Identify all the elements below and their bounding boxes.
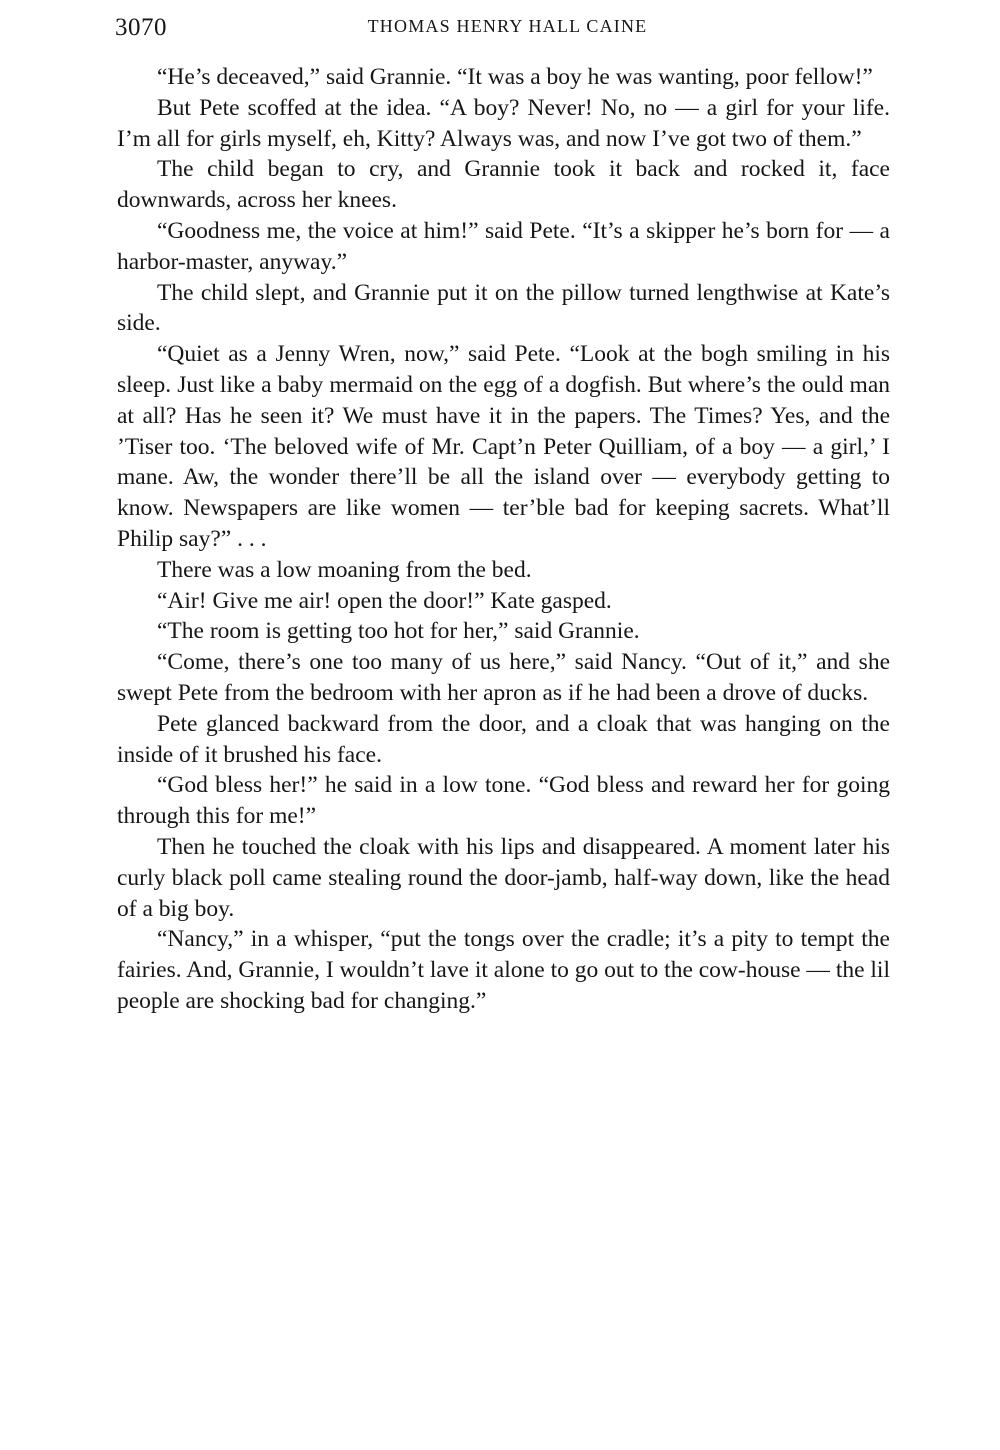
paragraph: “The room is getting too hot for her,” said Grannie. (157, 618, 640, 645)
paragraph: Then he touched the cloak with his lips and disappeared. A moment later his curly black poll came stealing round the door-jamb, half-way down, like the head of a big boy. (117, 833, 890, 922)
paragraph: “Air! Give me air! open the door!” Kate gasped. (157, 587, 612, 614)
paragraph: “Nancy,” in a whisper, “put the tongs over the cradle; it’s a pity to tempt the fairies. And, Grannie, I wouldn’t lave it alone to go out to the cow-house — the lil people are shocking bad for changing.” (117, 926, 890, 1014)
running-title: THOMAS HENRY HALL CAINE (367, 16, 648, 36)
paragraph: But Pete scoffed at the idea. “A boy? Never! No, no — a girl for your life. I’m all for girls myself, eh, Kitty? Always was, and now I’ve got two of them.” (117, 94, 890, 152)
paragraph: “He’s deceaved,” said Grannie. “It was a boy he was wanting, poor fellow!” (157, 64, 873, 90)
paragraph: Pete glanced backward from the door, and a cloak that was hanging on the inside of it brushed his face. (117, 710, 890, 768)
paragraph: “Quiet as a Jenny Wren, now,” said Pete. “Look at the bogh smiling in his sleep. Just like a baby mermaid on the egg of a dogfish. But where’s the ould man at all? Has he seen it? We must have it in the papers. The Times? Yes, and the ’Tiser too. ‘The beloved wife of Mr. Capt’n Peter Quilliam, of a boy — a girl,’ I mane. Aw, the wonder there’ll be all the island over — everybody getting to know. Newspapers are like women — ter’ble bad for keeping sacrets. What’ll Philip say?” . . . (117, 341, 890, 552)
paragraph: “Goodness me, the voice at him!” said Pete. “It’s a skipper he’s born for — a harbor-master, anyway.” (117, 217, 890, 275)
paragraph: There was a low moaning from the bed. (157, 556, 532, 583)
page-header (115, 12, 892, 46)
paragraph: “Come, there’s one too many of us here,” said Nancy. “Out of it,” and she swept Pete from the bedroom with her apron as if he had been a drove of ducks. (117, 649, 890, 706)
paragraph: The child slept, and Grannie put it on the pillow turned lengthwise at Kate’s side. (117, 279, 890, 337)
page-number: 3070 (115, 14, 167, 41)
paragraph: The child began to cry, and Grannie took it back and rocked it, face downwards, across her knees. (117, 156, 890, 214)
paragraph: “God bless her!” he said in a low tone. “God bless and reward her for going through this for me!” (117, 772, 890, 830)
body-text (117, 62, 890, 1017)
